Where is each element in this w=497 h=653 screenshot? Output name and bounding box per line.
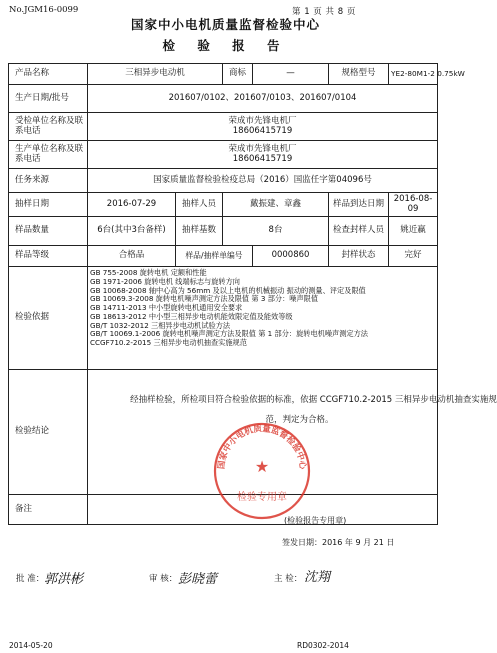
review-label: 审 核： [149, 574, 178, 584]
production-date-label: 生产日期/批号 [9, 85, 88, 113]
sample-date-label: 抽样日期 [9, 193, 88, 217]
maker-value [88, 141, 438, 169]
quantity-label: 样品数量 [9, 217, 88, 246]
client-label: 受检单位名称及联系电话 [9, 113, 88, 141]
sampler-value: 戴振建、章鑫 [223, 193, 329, 217]
report-title: 检 验 报 告 [162, 38, 289, 53]
row-quantity [9, 217, 438, 246]
remark-label: 备注 [9, 495, 88, 525]
stamp-ring-text: 国家中小电机质量监督检验中心 [216, 424, 308, 470]
footer-date: 2014-05-20 [9, 641, 53, 650]
basis-item: GB/T 10069.1-2006 旋转电机噪声测定方法及限值 第 1 部分：旋转电机噪声测定方法 [90, 329, 368, 339]
row-sampling [9, 193, 438, 217]
basis-item: GB 10068-2008 轴中心高为 56mm 及以上电机的机械振动 振动的测量、评定及限值 [90, 285, 366, 295]
base-label: 抽样基数 [176, 217, 223, 246]
sample-no-label: 样品/抽样单编号 [176, 246, 253, 267]
document-number: No.JGM16-0099 [9, 5, 79, 15]
row-grade [9, 246, 438, 267]
grade-value: 合格品 [88, 246, 176, 267]
approve-label: 批 准： [16, 574, 45, 584]
quantity-value: 6台(其中3台备样) [88, 217, 176, 246]
basis-item: GB 1971-2006 旋转电机 线端标志与旋转方向 [90, 276, 240, 286]
row-product [9, 64, 438, 85]
report-seal-label: (检验报告专用章) [284, 516, 347, 525]
client-phone: 18606415719 [232, 125, 293, 136]
author-signature: 沈翔 [304, 570, 331, 585]
author-label: 主 检： [274, 574, 303, 584]
task-label: 任务来源 [9, 169, 88, 193]
issue-date: 签发日期：2016 年 9 月 21 日 [282, 538, 395, 547]
maker-name: 荣成市先锋电机厂 [228, 143, 297, 154]
arrival-value: 2016-08-09 [389, 193, 438, 217]
client-name: 荣成市先锋电机厂 [228, 115, 297, 126]
inspection-stamp [211, 420, 313, 522]
seal-state-label: 封样状态 [329, 246, 389, 267]
sample-date-value: 2016-07-29 [88, 193, 176, 217]
basis-item: GB/T 1032-2012 三相异步电动机试验方法 [90, 320, 231, 330]
product-name-value: 三相异步电动机 [88, 64, 223, 85]
production-date-value: 201607/0102、201607/0103、201607/0104 [88, 85, 438, 113]
page-info: 第 1 页 共 8 页 [292, 7, 356, 17]
model-value: YE2-80M1-2 0.75kW [389, 64, 438, 85]
maker-label: 生产单位名称及联系电话 [9, 141, 88, 169]
row-task [9, 169, 438, 193]
product-name-label: 产品名称 [9, 64, 88, 85]
client-value [88, 113, 438, 141]
model-label: 规格型号 [329, 64, 389, 85]
maker-phone: 18606415719 [232, 153, 293, 164]
basis-label: 检验依据 [9, 267, 88, 370]
sample-no-value: 0000860 [253, 246, 329, 267]
basis-item: GB 10069.3-2008 旋转电机噪声测定方法及限值 第 3 部分：噪声限值 [90, 294, 319, 304]
approve-signature: 郭洪彬 [44, 572, 84, 587]
review-signature: 彭晓蕾 [178, 572, 218, 587]
grade-label: 样品等级 [9, 246, 88, 267]
sealer-label: 检查封样人员 [329, 217, 389, 246]
basis-item: GB 18613-2012 中小型三相异步电动机能效限定值及能效等级 [90, 311, 293, 321]
row-maker [9, 141, 438, 169]
row-basis [9, 267, 438, 370]
row-production-date [9, 85, 438, 113]
trademark-label: 商标 [223, 64, 253, 85]
trademark-value: — [253, 64, 329, 85]
sealer-value: 姚近赢 [389, 217, 438, 246]
arrival-label: 样品到达日期 [329, 193, 389, 217]
stamp-center-text: 检验专用章 [237, 492, 287, 503]
basis-item: CCGF710.2-2015 三相异步电动机抽查实施规范 [90, 338, 247, 348]
row-client [9, 113, 438, 141]
seal-state-value: 完好 [389, 246, 438, 267]
footer-code: RD0302-2014 [297, 641, 349, 650]
sampler-label: 抽样人员 [176, 193, 223, 217]
task-value: 国家质量监督检验检疫总局（2016）国监任字第04096号 [88, 169, 438, 193]
organization-title: 国家中小电机质量监督检验中心 [130, 17, 320, 32]
conclusion-text: 经抽样检验，所检项目符合检验依据的标准，依据 CCGF710.2-2015 三相异步电动机抽查实施规范，判定为合格。 [130, 395, 497, 425]
conclusion-label: 检验结论 [9, 370, 88, 495]
basis-item: GB 755-2008 旋转电机 定额和性能 [90, 268, 207, 277]
basis-list [88, 267, 438, 370]
basis-item: GB 14711-2013 中小型旋转电机通用安全要求 [90, 303, 243, 313]
base-value: 8台 [223, 217, 329, 246]
star-icon: ★ [254, 457, 270, 476]
